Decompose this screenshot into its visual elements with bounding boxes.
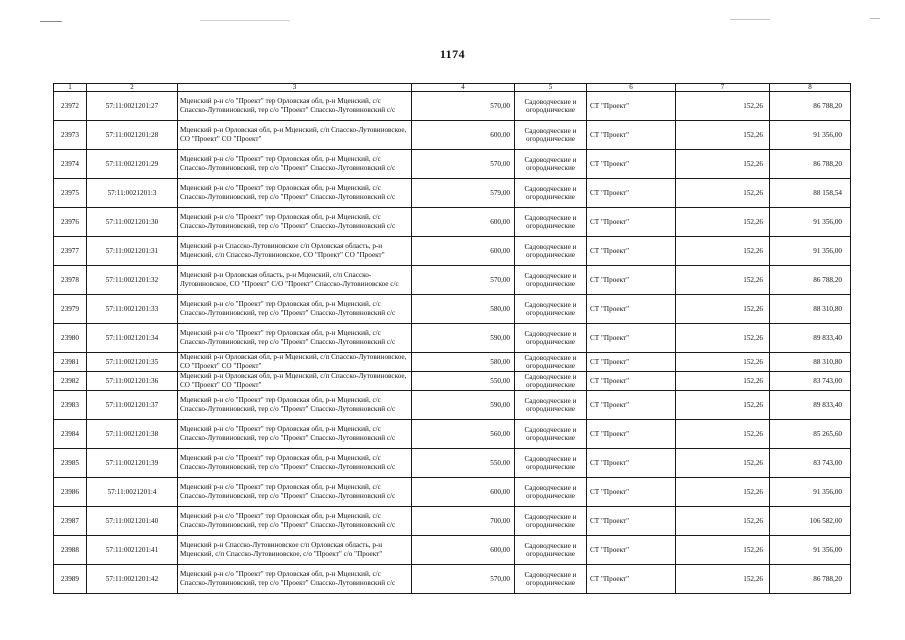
- land-use-cell: Садоводческие и огороднические: [515, 449, 587, 478]
- header-col-7: 7: [676, 84, 770, 92]
- area-cell: 570,00: [412, 150, 515, 179]
- cadastral-value-cell: 91 356,00: [770, 478, 851, 507]
- organization-cell: СТ "Проект": [587, 237, 676, 266]
- land-use-cell: Садоводческие и огороднические: [515, 266, 587, 295]
- address-cell: Мценский р-н Орловская обл, р-н Мценский, с/п Спасско-Лутовиновское, СО "Проект" СО "Проект": [178, 372, 412, 391]
- rate-cell: 152,26: [676, 536, 770, 565]
- address-cell: Мценский р-н с/о "Проект" тер Орловская обл, р-н Мценский, с/с Спасско-Лутовиновский, тер с/о "Проект" Спасско-Лутовиновский с/с: [178, 391, 412, 420]
- address-cell: Мценский р-н Орловская обл, р-н Мценский, с/п Спасско-Лутовиновское, СО "Проект" СО "Проект": [178, 121, 412, 150]
- cadastral-number-cell: 57:11:0021201:32: [87, 266, 178, 295]
- row-number-cell: 23984: [54, 420, 87, 449]
- address-cell: Мценский р-н с/о "Проект" тер Орловская обл, р-н Мценский, с/с Спасско-Лутовиновский, тер с/о "Проект" Спасско-Лутовиновский с/с: [178, 150, 412, 179]
- table-row: [54, 324, 851, 353]
- rate-cell: 152,26: [676, 565, 770, 594]
- table-row: [54, 420, 851, 449]
- address-cell: Мценский р-н Орловская область, р-н Мценский, с/п Спасско-Лутовиновское, СО "Проект" С/О "Проект" Спасско-Лутовиновское с/с: [178, 266, 412, 295]
- land-use-cell: Садоводческие и огороднические: [515, 150, 587, 179]
- table-row: [54, 237, 851, 266]
- area-cell: 570,00: [412, 92, 515, 121]
- organization-cell: СТ "Проект": [587, 353, 676, 372]
- table-row: [54, 266, 851, 295]
- land-use-cell: Садоводческие и огороднические: [515, 295, 587, 324]
- cadastral-number-cell: 57:11:0021201:3: [87, 179, 178, 208]
- row-number-cell: 23985: [54, 449, 87, 478]
- rate-cell: 152,26: [676, 208, 770, 237]
- header-col-2: 2: [87, 84, 178, 92]
- cadastral-value-cell: 91 356,00: [770, 208, 851, 237]
- organization-cell: СТ "Проект": [587, 565, 676, 594]
- cadastral-number-cell: 57:11:0021201:42: [87, 565, 178, 594]
- address-cell: Мценский р-н с/о "Проект" тер Орловская обл, р-н Мценский, с/с Спасско-Лутовиновский, тер с/о "Проект" Спасско-Лутовиновский с/с: [178, 449, 412, 478]
- address-cell: Мценский р-н с/о "Проект" тер Орловская обл, р-н Мценский, с/с Спасско-Лутовиновский, тер с/о "Проект" Спасско-Лутовиновский с/с: [178, 507, 412, 536]
- table-row: [54, 449, 851, 478]
- rate-cell: 152,26: [676, 92, 770, 121]
- area-cell: 600,00: [412, 536, 515, 565]
- cadastral-number-cell: 57:11:0021201:28: [87, 121, 178, 150]
- row-number-cell: 23987: [54, 507, 87, 536]
- land-use-cell: Садоводческие и огороднические: [515, 565, 587, 594]
- cadastral-number-cell: 57:11:0021201:33: [87, 295, 178, 324]
- address-cell: Мценский р-н Орловская обл, р-н Мценский, с/п Спасско-Лутовиновское, СО "Проект" СО "Проект": [178, 353, 412, 372]
- cadastral-value-cell: 85 265,60: [770, 420, 851, 449]
- cadastral-number-cell: 57:11:0021201:40: [87, 507, 178, 536]
- scan-speck: [40, 21, 62, 22]
- rate-cell: 152,26: [676, 121, 770, 150]
- row-number-cell: 23982: [54, 372, 87, 391]
- row-number-cell: 23988: [54, 536, 87, 565]
- address-cell: Мценский р-н с/о "Проект" тер Орловская обл, р-н Мценский, с/с Спасско-Лутовиновский, тер с/о "Проект" Спасско-Лутовиновский с/с: [178, 179, 412, 208]
- row-number-cell: 23979: [54, 295, 87, 324]
- area-cell: 590,00: [412, 391, 515, 420]
- cadastral-value-cell: 106 582,00: [770, 507, 851, 536]
- organization-cell: СТ "Проект": [587, 391, 676, 420]
- cadastral-number-cell: 57:11:0021201:29: [87, 150, 178, 179]
- row-number-cell: 23977: [54, 237, 87, 266]
- land-use-cell: Садоводческие и огороднические: [515, 478, 587, 507]
- rate-cell: 152,26: [676, 237, 770, 266]
- organization-cell: СТ "Проект": [587, 92, 676, 121]
- organization-cell: СТ "Проект": [587, 266, 676, 295]
- header-col-8: 8: [770, 84, 851, 92]
- rate-cell: 152,26: [676, 324, 770, 353]
- area-cell: 550,00: [412, 372, 515, 391]
- address-cell: Мценский р-н с/о "Проект" тер Орловская обл, р-н Мценский, с/с Спасско-Лутовиновский, тер с/о "Проект" Спасско-Лутовиновский с/с: [178, 324, 412, 353]
- page-number: 1174: [439, 47, 466, 61]
- table-row: [54, 507, 851, 536]
- land-use-cell: Садоводческие и огороднические: [515, 324, 587, 353]
- rate-cell: 152,26: [676, 478, 770, 507]
- header-row: [54, 84, 851, 92]
- cadastral-value-cell: 83 743,00: [770, 372, 851, 391]
- table-row: [54, 92, 851, 121]
- header-col-5: 5: [515, 84, 587, 92]
- organization-cell: СТ "Проект": [587, 179, 676, 208]
- organization-cell: СТ "Проект": [587, 208, 676, 237]
- area-cell: 579,00: [412, 179, 515, 208]
- row-number-cell: 23983: [54, 391, 87, 420]
- address-cell: Мценский р-н с/о "Проект" тер Орловская обл, р-н Мценский, с/с Спасско-Лутовиновский, тер с/о "Проект" Спасско-Лутовиновский с/с: [178, 92, 412, 121]
- address-cell: Мценский р-н с/о "Проект" тер Орловская обл, р-н Мценский, с/с Спасско-Лутовиновский, тер с/о "Проект" Спасско-Лутовиновский с/с: [178, 478, 412, 507]
- row-number-cell: 23972: [54, 92, 87, 121]
- cadastral-value-cell: 88 310,80: [770, 295, 851, 324]
- organization-cell: СТ "Проект": [587, 324, 676, 353]
- land-plots-table: [53, 83, 851, 594]
- land-use-cell: Садоводческие и огороднические: [515, 536, 587, 565]
- cadastral-number-cell: 57:11:0021201:31: [87, 237, 178, 266]
- rate-cell: 152,26: [676, 507, 770, 536]
- organization-cell: СТ "Проект": [587, 449, 676, 478]
- rate-cell: 152,26: [676, 391, 770, 420]
- address-cell: Мценский р-н с/о "Проект" тер Орловская обл, р-н Мценский, с/с Спасско-Лутовиновский, тер с/о "Проект" Спасско-Лутовиновский с/с: [178, 565, 412, 594]
- area-cell: 700,00: [412, 507, 515, 536]
- scan-speck: [200, 20, 290, 21]
- area-cell: 560,00: [412, 420, 515, 449]
- cadastral-number-cell: 57:11:0021201:37: [87, 391, 178, 420]
- header-col-1: 1: [54, 84, 87, 92]
- row-number-cell: 23978: [54, 266, 87, 295]
- cadastral-value-cell: 86 788,20: [770, 92, 851, 121]
- area-cell: 600,00: [412, 478, 515, 507]
- area-cell: 580,00: [412, 295, 515, 324]
- table-row: [54, 353, 851, 372]
- table-row: [54, 536, 851, 565]
- rate-cell: 152,26: [676, 266, 770, 295]
- organization-cell: СТ "Проект": [587, 150, 676, 179]
- row-number-cell: 23975: [54, 179, 87, 208]
- cadastral-number-cell: 57:11:0021201:4: [87, 478, 178, 507]
- cadastral-value-cell: 89 833,40: [770, 324, 851, 353]
- land-use-cell: Садоводческие и огороднические: [515, 179, 587, 208]
- row-number-cell: 23986: [54, 478, 87, 507]
- land-use-cell: Садоводческие и огороднические: [515, 92, 587, 121]
- area-cell: 590,00: [412, 324, 515, 353]
- organization-cell: СТ "Проект": [587, 372, 676, 391]
- cadastral-number-cell: 57:11:0021201:34: [87, 324, 178, 353]
- row-number-cell: 23976: [54, 208, 87, 237]
- row-number-cell: 23980: [54, 324, 87, 353]
- row-number-cell: 23981: [54, 353, 87, 372]
- area-cell: 550,00: [412, 449, 515, 478]
- area-cell: 570,00: [412, 565, 515, 594]
- organization-cell: СТ "Проект": [587, 507, 676, 536]
- organization-cell: СТ "Проект": [587, 478, 676, 507]
- row-number-cell: 23989: [54, 565, 87, 594]
- organization-cell: СТ "Проект": [587, 536, 676, 565]
- cadastral-number-cell: 57:11:0021201:39: [87, 449, 178, 478]
- area-cell: 600,00: [412, 208, 515, 237]
- cadastral-value-cell: 88 310,80: [770, 353, 851, 372]
- land-use-cell: Садоводческие и огороднические: [515, 372, 587, 391]
- table-row: [54, 208, 851, 237]
- address-cell: Мценский р-н с/о "Проект" тер Орловская обл, р-н Мценский, с/с Спасско-Лутовиновский, тер с/о "Проект" Спасско-Лутовиновский с/с: [178, 208, 412, 237]
- area-cell: 600,00: [412, 237, 515, 266]
- cadastral-value-cell: 86 788,20: [770, 150, 851, 179]
- address-cell: Мценский р-н Спасско-Лутовиновское с/п Орловская область, р-н Мценский, с/п Спасско-Лутовиновское, СО "Проект" СО "Проект": [178, 237, 412, 266]
- header-col-3: 3: [178, 84, 412, 92]
- cadastral-value-cell: 86 788,20: [770, 266, 851, 295]
- land-use-cell: Садоводческие и огороднические: [515, 420, 587, 449]
- land-use-cell: Садоводческие и огороднические: [515, 121, 587, 150]
- cadastral-value-cell: 86 788,20: [770, 565, 851, 594]
- table-row: [54, 565, 851, 594]
- land-use-cell: Садоводческие и огороднические: [515, 237, 587, 266]
- cadastral-value-cell: 83 743,00: [770, 449, 851, 478]
- cadastral-number-cell: 57:11:0021201:38: [87, 420, 178, 449]
- address-cell: Мценский р-н с/о "Проект" тер Орловская обл, р-н Мценский, с/с Спасско-Лутовиновский, тер с/о "Проект" Спасско-Лутовиновский с/с: [178, 295, 412, 324]
- rate-cell: 152,26: [676, 353, 770, 372]
- cadastral-number-cell: 57:11:0021201:41: [87, 536, 178, 565]
- organization-cell: СТ "Проект": [587, 420, 676, 449]
- rate-cell: 152,26: [676, 372, 770, 391]
- area-cell: 570,00: [412, 266, 515, 295]
- land-use-cell: Садоводческие и огороднические: [515, 507, 587, 536]
- cadastral-number-cell: 57:11:0021201:30: [87, 208, 178, 237]
- land-use-cell: Садоводческие и огороднические: [515, 208, 587, 237]
- organization-cell: СТ "Проект": [587, 121, 676, 150]
- table-row: [54, 121, 851, 150]
- row-number-cell: 23974: [54, 150, 87, 179]
- rate-cell: 152,26: [676, 295, 770, 324]
- table-row: [54, 391, 851, 420]
- address-cell: Мценский р-н Спасско-Лутовиновское с/п Орловская область, р-н Мценский, с/п Спасско-Лутовиновское, с/о "Проект" с/о "Проект": [178, 536, 412, 565]
- rate-cell: 152,26: [676, 179, 770, 208]
- cadastral-number-cell: 57:11:0021201:35: [87, 353, 178, 372]
- address-cell: Мценский р-н с/о "Проект" тер Орловская обл, р-н Мценский, с/с Спасско-Лутовиновский, тер с/о "Проект" Спасско-Лутовиновский с/с: [178, 420, 412, 449]
- table-body: [54, 92, 851, 594]
- row-number-cell: 23973: [54, 121, 87, 150]
- organization-cell: СТ "Проект": [587, 295, 676, 324]
- table-row: [54, 295, 851, 324]
- cadastral-value-cell: 91 356,00: [770, 237, 851, 266]
- table-row: [54, 478, 851, 507]
- table-row: [54, 179, 851, 208]
- cadastral-number-cell: 57:11:0021201:36: [87, 372, 178, 391]
- table-row: [54, 372, 851, 391]
- header-col-6: 6: [587, 84, 676, 92]
- cadastral-value-cell: 88 158,54: [770, 179, 851, 208]
- rate-cell: 152,26: [676, 420, 770, 449]
- scan-speck: [730, 19, 770, 20]
- cadastral-value-cell: 91 356,00: [770, 536, 851, 565]
- header-col-4: 4: [412, 84, 515, 92]
- land-use-cell: Садоводческие и огороднические: [515, 353, 587, 372]
- land-use-cell: Садоводческие и огороднические: [515, 391, 587, 420]
- scan-speck: [870, 18, 880, 19]
- rate-cell: 152,26: [676, 449, 770, 478]
- cadastral-value-cell: 89 833,40: [770, 391, 851, 420]
- cadastral-number-cell: 57:11:0021201:27: [87, 92, 178, 121]
- area-cell: 580,00: [412, 353, 515, 372]
- cadastral-value-cell: 91 356,00: [770, 121, 851, 150]
- area-cell: 600,00: [412, 121, 515, 150]
- table-row: [54, 150, 851, 179]
- rate-cell: 152,26: [676, 150, 770, 179]
